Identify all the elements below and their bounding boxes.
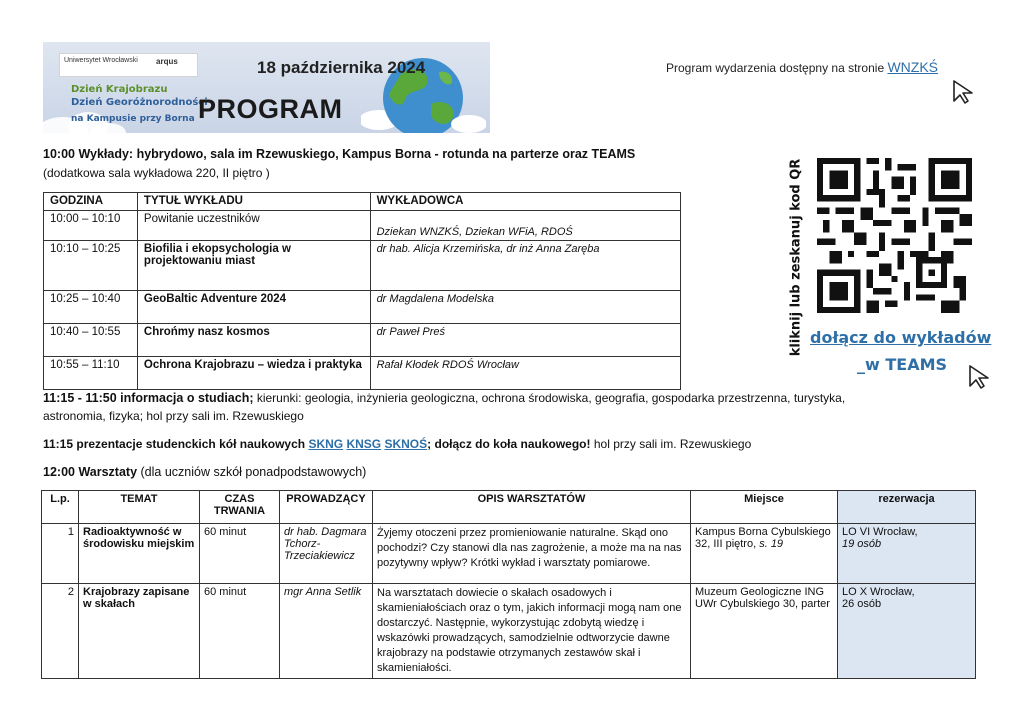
circles-time: 11:15 prezentacje studenckich kół naukowych xyxy=(43,437,309,451)
program-info-text: Program wydarzenia dostępny na stronie xyxy=(666,61,888,75)
cursor-arrow-icon xyxy=(952,79,976,110)
workshop-room: s. 19 xyxy=(759,538,784,550)
workshops-audience: (dla uczniów szkół ponadpodstawowych) xyxy=(137,465,367,479)
banner-location: na Kampusie przy Borna xyxy=(71,114,195,124)
studies-time: 11:15 - 11:50 informacja o studiach; xyxy=(43,391,254,405)
table-row xyxy=(44,211,681,241)
column-header: TEMAT xyxy=(79,491,200,524)
lectures-subheading: (dodatkowa sala wykładowa 220, II piętro ) xyxy=(43,166,270,180)
sknos-link[interactable]: SKNOŚ xyxy=(384,437,428,451)
lecture-lecturer: dr hab. Alicja Krzemińska, dr inż Anna Zaręba xyxy=(370,241,680,291)
column-header: Miejsce xyxy=(691,491,838,524)
table-row xyxy=(44,241,681,291)
lectures-heading: 10:00 Wykłady: hybrydowo, sala im Rzewuskiego, Kampus Borna - rotunda na parterze oraz TEAMS xyxy=(43,147,636,161)
teams-qr-code[interactable] xyxy=(817,158,972,318)
workshop-place xyxy=(691,584,838,679)
banner-title-geodiversity-day: Dzień Georóżnorodności xyxy=(71,97,208,108)
lecture-lecturer: dr Magdalena Modelska xyxy=(370,291,680,324)
partner-logos xyxy=(59,53,198,77)
student-circles-info xyxy=(43,437,751,451)
qr-instruction-text: kliknij lub zeskanuj kod QR xyxy=(788,158,804,357)
studies-info xyxy=(43,391,845,405)
skng-link[interactable]: SKNG xyxy=(308,437,344,451)
workshop-number: 2 xyxy=(42,584,79,679)
column-header: WYKŁADOWCA xyxy=(370,193,680,211)
table-header-row xyxy=(42,491,976,524)
workshop-duration: 60 minut xyxy=(200,524,280,584)
reservation-school: LO X Wrocław, xyxy=(842,586,915,598)
workshop-number: 1 xyxy=(42,524,79,584)
workshop-description: Żyjemy otoczeni przez promieniowanie naturalne. Skąd ono pochodzi? Czy stanowi dla nas zagrożenie, a może ma na nas pozytywny wpływ? Krótki wykład i warsztaty pomiarowe. xyxy=(373,524,691,584)
banner-program-title: PROGRAM xyxy=(198,94,343,124)
workshop-place-main: Muzeum Geologiczne ING UWr Cybulskiego 30, parter xyxy=(695,586,830,610)
column-header: GODZINA xyxy=(44,193,138,211)
circles-invite: ; dołącz do koła naukowego! xyxy=(427,437,591,451)
lecture-title: Biofilia i ekopsychologia w projektowaniu miast xyxy=(137,241,370,291)
workshop-place xyxy=(691,524,838,584)
workshops-heading xyxy=(43,465,366,479)
reservation-count: 26 osób xyxy=(842,598,882,610)
workshops-table xyxy=(41,490,976,679)
lecture-time: 10:40 – 10:55 xyxy=(44,324,138,357)
lecture-title: Chrońmy nasz kosmos xyxy=(137,324,370,357)
banner-title-landscape-day: Dzień Krajobrazu xyxy=(71,84,168,95)
table-row xyxy=(42,524,976,584)
lecture-title: Ochrona Krajobrazu – wiedza i praktyka xyxy=(137,357,370,390)
column-header: TYTUŁ WYKŁADU xyxy=(137,193,370,211)
column-header: rezerwacja xyxy=(838,491,976,524)
lecture-lecturer: Rafał Kłodek RDOŚ Wrocław xyxy=(370,357,680,390)
column-header: PROWADZĄCY xyxy=(280,491,373,524)
lecture-time: 10:25 – 10:40 xyxy=(44,291,138,324)
event-banner xyxy=(43,42,490,133)
table-header-row xyxy=(44,193,681,211)
cursor-arrow-icon xyxy=(968,364,992,395)
column-header: OPIS WARSZTATÓW xyxy=(373,491,691,524)
table-row xyxy=(44,291,681,324)
table-row xyxy=(44,357,681,390)
workshop-topic: Krajobrazy zapisane w skałach xyxy=(79,584,200,679)
reservation-school: LO VI Wrocław, xyxy=(842,526,918,538)
lecture-title: GeoBaltic Adventure 2024 xyxy=(137,291,370,324)
lecture-time: 10:10 – 10:25 xyxy=(44,241,138,291)
workshop-duration: 60 minut xyxy=(200,584,280,679)
join-teams-link-line2[interactable]: _w TEAMS xyxy=(857,355,948,374)
studies-text: kierunki: geologia, inżynieria geologiczna, ochrona środowiska, geografia, gospodarka przestrzenna, turystyka, xyxy=(253,391,846,405)
wnzks-link[interactable]: WNZKŚ xyxy=(887,59,939,75)
knsg-link[interactable]: KNSG xyxy=(346,437,382,451)
workshop-description: Na warsztatach dowiecie o skałach osadowych i skamieniałościach oraz o tym, jakich informacji mogą nam one dostarczyć. Następnie, wykorzystując zdobytą wiedzę i wskazówki prowadzących, samodzielnie odtworzycie dawne krajobrazy na podstawie otrzymanych zestawów skał i skamieniałości. xyxy=(373,584,691,679)
workshop-place-main: Kampus Borna Cybulskiego 32, III piętro, xyxy=(695,526,831,550)
workshop-leader: dr hab. Dagmara Tchorz-Trzeciakiewicz xyxy=(280,524,373,584)
join-teams-link[interactable]: dołącz do wykładów xyxy=(810,328,992,347)
circles-location: hol przy sali im. Rzewuskiego xyxy=(590,437,752,451)
lecture-time: 10:00 – 10:10 xyxy=(44,211,138,241)
workshop-reservation xyxy=(838,524,976,584)
lectures-table xyxy=(43,192,681,390)
lecture-time: 10:55 – 11:10 xyxy=(44,357,138,390)
column-header: L.p. xyxy=(42,491,79,524)
arqus-logo: arqus xyxy=(156,57,178,66)
lecture-lecturer: Dziekan WNZKŚ, Dziekan WFiA, RDOŚ xyxy=(370,211,680,241)
reservation-count: 19 osób xyxy=(842,538,882,550)
university-logo: Uniwersytet Wrocławski xyxy=(64,57,138,64)
table-row xyxy=(42,584,976,679)
lecture-title: Powitanie uczestników xyxy=(137,211,370,241)
workshop-leader: mgr Anna Setlik xyxy=(280,584,373,679)
column-header: CZAS TRWANIA xyxy=(200,491,280,524)
program-info xyxy=(666,59,938,75)
studies-info-cont: astronomia, fizyka; hol przy sali im. Rzewuskiego xyxy=(43,409,304,423)
event-date: 18 października 2024 xyxy=(257,58,426,77)
workshops-time: 12:00 Warsztaty xyxy=(43,465,138,479)
lecture-lecturer: dr Paweł Preś xyxy=(370,324,680,357)
workshop-topic: Radioaktywność w środowisku miejskim xyxy=(79,524,200,584)
workshop-reservation xyxy=(838,584,976,679)
table-row xyxy=(44,324,681,357)
